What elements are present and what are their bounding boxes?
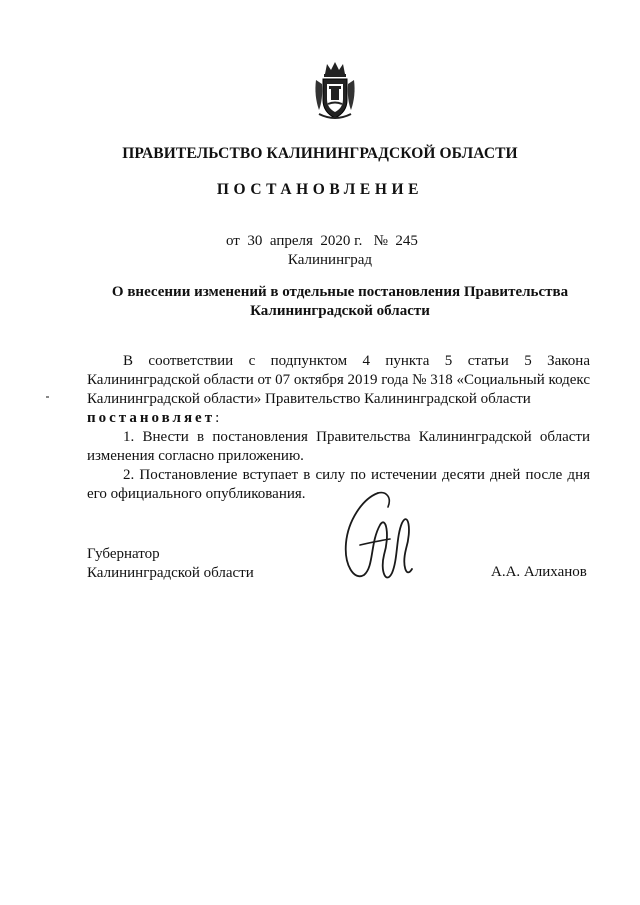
position-line-2: Калининградской области <box>87 565 254 581</box>
document-body <box>87 352 590 504</box>
scan-artifact <box>46 396 49 398</box>
document-city: Калининград <box>287 252 373 268</box>
document-date-number: от 30 апреля 2020 г. № 245 <box>226 233 418 249</box>
subject-line-2: Калининградской области <box>250 303 430 319</box>
position-line-1: Губернатор <box>87 546 160 562</box>
document-type: ПОСТАНОВЛЕНИЕ <box>216 181 424 198</box>
document-subject <box>40 283 640 321</box>
coat-of-arms-icon <box>313 60 357 122</box>
decree-word: постановляет <box>87 410 216 426</box>
item-1-paragraph: 1. Внести в постановления Правительства Калининградской области изменения согласно приложению. <box>87 429 590 464</box>
preamble-paragraph <box>87 352 590 409</box>
item-2-paragraph: 2. Постановление вступает в силу по истечении десяти дней после дня его официального опубликования. <box>87 467 590 502</box>
decree-colon: : <box>215 410 220 426</box>
handwritten-signature <box>330 485 420 595</box>
organization-title: ПРАВИТЕЛЬСТВО КАЛИНИНГРАДСКОЙ ОБЛАСТИ <box>122 145 518 162</box>
decree-paragraph <box>87 409 590 428</box>
subject-line-1: О внесении изменений в отдельные постановления Правительства <box>111 284 569 300</box>
preamble-text: В соответствии с подпунктом 4 пункта 5 статьи 5 Закона Калининградской области от 07 октября 2019 года № 318 «Социальный кодекс Калининградской области» Правительство Калининградской области <box>87 353 590 407</box>
signatory-position <box>87 545 254 583</box>
signatory-name: А.А. Алиханов <box>491 564 587 580</box>
